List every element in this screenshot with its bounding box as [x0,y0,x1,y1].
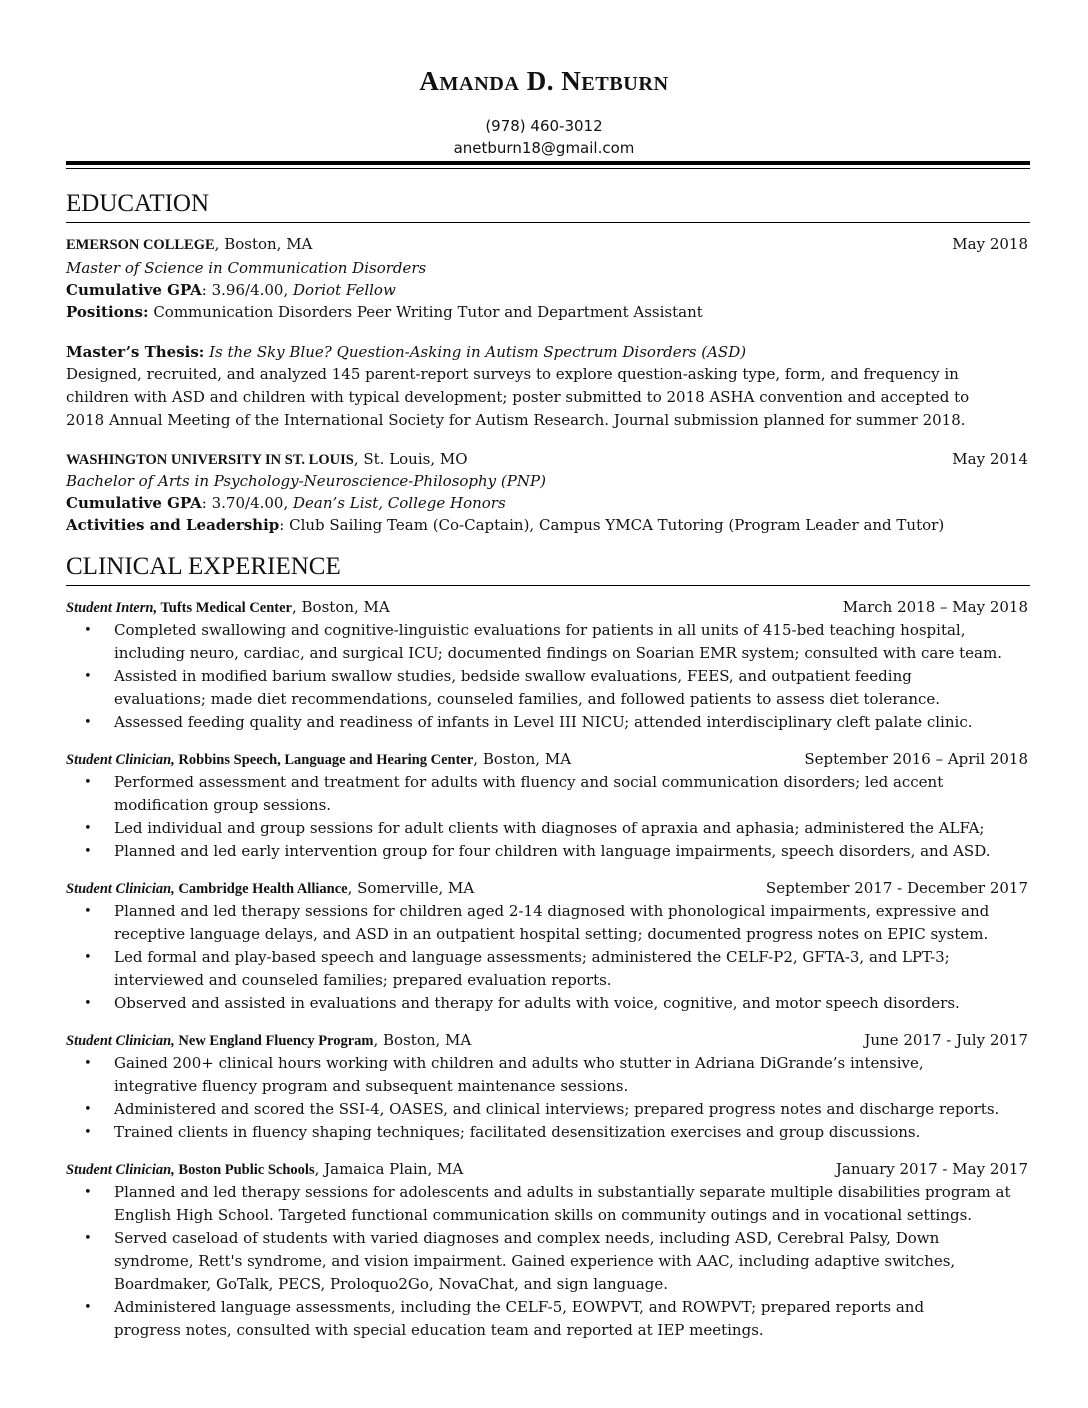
job-role: Student Intern, [66,600,158,616]
job-bullet: • Performed assessment and treatment for adults with fluency and social communication disorders; led accent modification group sessions. [114,771,1030,817]
graduation-date: May 2018 [952,235,1028,253]
job-dates: September 2016 – April 2018 [804,750,1028,768]
job-bullet: • Planned and led therapy sessions for children aged 2-14 diagnosed with phonological impairments, expressive and receptive language delays, and ASD in an outpatient hospital setting; documented progress notes on EPIC system. [114,900,1030,946]
job-header [66,1029,1028,1051]
job-bullet: • Gained 200+ clinical hours working with children and adults who stutter in Adriana DiGrande’s intensive, integrative fluency program and subsequent maintenance sessions. [114,1052,1030,1098]
job-bullet: • Completed swallowing and cognitive-linguistic evaluations for patients in all units of 415-bed teaching hospital, including neuro, cardiac, and surgical ICU; documented findings on Soarian EMR system; consulted with care team. [114,619,1030,665]
education-rule [66,222,1030,223]
gpa-value: : 3.70/4.00, [201,494,294,512]
job-bullet: • Led individual and group sessions for adult clients with diagnoses of apraxia and aphasia; administered the ALFA; [114,817,1030,840]
job-location: , Boston, MA [373,1031,472,1049]
school-name: EMERSON COLLEGE [66,237,215,253]
emerson-header [66,233,1028,255]
school-name: WASHINGTON UNIVERSITY IN ST. LOUIS [66,452,354,468]
gpa-honor: Dean’s List, College Honors [293,494,506,512]
job-header [66,596,1028,618]
gpa-honor: Doriot Fellow [293,281,396,299]
emerson-degree: Master of Science in Communication Disorders [66,259,427,277]
emerson-gpa [66,279,1028,301]
job-header [66,748,1028,770]
job-bullet: • Planned and led early intervention group for four children with language impairments, speech disorders, and ASD. [114,840,1030,863]
job-bullet: • Led formal and play-based speech and language assessments; administered the CELF-P2, GFTA-3, and LPT-3; interviewed and counseled families; prepared evaluation reports. [114,946,1030,992]
job-role: Student Clinician, [66,1162,175,1178]
washu-header [66,448,1028,470]
job-bullet: • Administered language assessments, including the CELF-5, EOWPVT, and ROWPVT; prepared reports and progress notes, consulted with special education team and reported at IEP meetings. [114,1296,1030,1342]
job-role: Student Clinician, [66,1033,175,1049]
gpa-label: Cumulative GPA [66,494,202,512]
candidate-name: AMANDA D. NETBURN [419,66,669,96]
activities-label: Activities and Leadership [66,516,280,534]
clinical-experience-heading: CLINICAL EXPERIENCE [66,553,341,580]
school-location: , St. Louis, MO [353,450,468,468]
job-location: , Somerville, MA [347,879,475,897]
gpa-value: : 3.96/4.00, [201,281,294,299]
job-bullet: • Trained clients in fluency shaping techniques; facilitated desensitization exercises and group discussions. [114,1121,1030,1144]
job-bullet: • Served caseload of students with varied diagnoses and complex needs, including ASD, Cerebral Palsy, Down syndrome, Rett's syndrome, and vision impairment. Gained experience with AAC, including adaptive switches, Boardmaker, GoTalk, PECS, Proloquo2Go, NovaChat, and sign language. [114,1227,1030,1296]
header-rule-thin [66,168,1030,169]
job-dates: January 2017 - May 2017 [835,1160,1028,1178]
washu-gpa [66,492,1028,514]
positions-label: Positions: [66,303,149,321]
header-rule-thick [66,161,1030,165]
positions-value: Communication Disorders Peer Writing Tutor and Department Assistant [148,303,703,321]
thesis-description-line: children with ASD and children with typical development; poster submitted to 2018 ASHA convention and accepted to [66,388,970,406]
job-bullet: • Administered and scored the SSI-4, OASES, and clinical interviews; prepared progress notes and discharge reports. [114,1098,1030,1121]
job-location: , Boston, MA [292,598,390,616]
thesis-description-line: Designed, recruited, and analyzed 145 parent-report surveys to explore question-asking type, form, and frequency in [66,365,959,383]
washu-degree: Bachelor of Arts in Psychology-Neuroscience-Philosophy (PNP) [66,472,546,490]
graduation-date: May 2014 [952,450,1028,468]
job-header [66,877,1028,899]
emerson-positions [66,301,1028,323]
school-location: , Boston, MA [214,235,313,253]
job-bullet: • Assisted in modified barium swallow studies, bedside swallow evaluations, FEES, and outpatient feeding evaluations; made diet recommendations, counseled families, and followed patients to assess diet tolerance. [114,665,1030,711]
thesis-title-line [66,341,1028,363]
job-dates: September 2017 - December 2017 [765,879,1028,897]
thesis-title: Is the Sky Blue? Question-Asking in Autism Spectrum Disorders (ASD) [204,343,747,361]
clinical-experience-rule [66,585,1030,586]
job-header [66,1158,1028,1180]
job-dates: June 2017 - July 2017 [864,1031,1028,1049]
job-bullet: • Observed and assisted in evaluations and therapy for adults with voice, cognitive, and motor speech disorders. [114,992,1030,1015]
job-organization: Cambridge Health Alliance [174,881,348,897]
job-location: , Jamaica Plain, MA [314,1160,464,1178]
job-role: Student Clinician, [66,881,175,897]
email-address: anetburn18@gmail.com [453,139,635,157]
activities-value: : Club Sailing Team (Co-Captain), Campus YMCA Tutoring (Program Leader and Tutor) [279,516,945,534]
thesis-label: Master’s Thesis: [66,343,205,361]
phone-number: (978) 460-3012 [485,117,603,135]
job-organization: New England Fluency Program [174,1033,374,1049]
job-organization: Tufts Medical Center [157,600,292,616]
education-heading: EDUCATION [66,190,210,217]
job-organization: Boston Public Schools [174,1162,315,1178]
thesis-description-line: 2018 Annual Meeting of the International Society for Autism Research. Journal submission planned for summer 2018. [66,411,966,429]
job-bullet: • Assessed feeding quality and readiness of infants in Level III NICU; attended interdisciplinary cleft palate clinic. [114,711,1030,734]
washu-activities [66,514,1028,536]
job-role: Student Clinician, [66,752,175,768]
job-location: , Boston, MA [473,750,572,768]
job-dates: March 2018 – May 2018 [842,598,1028,616]
job-organization: Robbins Speech, Language and Hearing Center [174,752,474,768]
gpa-label: Cumulative GPA [66,281,202,299]
job-bullet: • Planned and led therapy sessions for adolescents and adults in substantially separate multiple disabilities program at English High School. Targeted functional communication skills on community outings and in vocational settings. [114,1181,1030,1227]
